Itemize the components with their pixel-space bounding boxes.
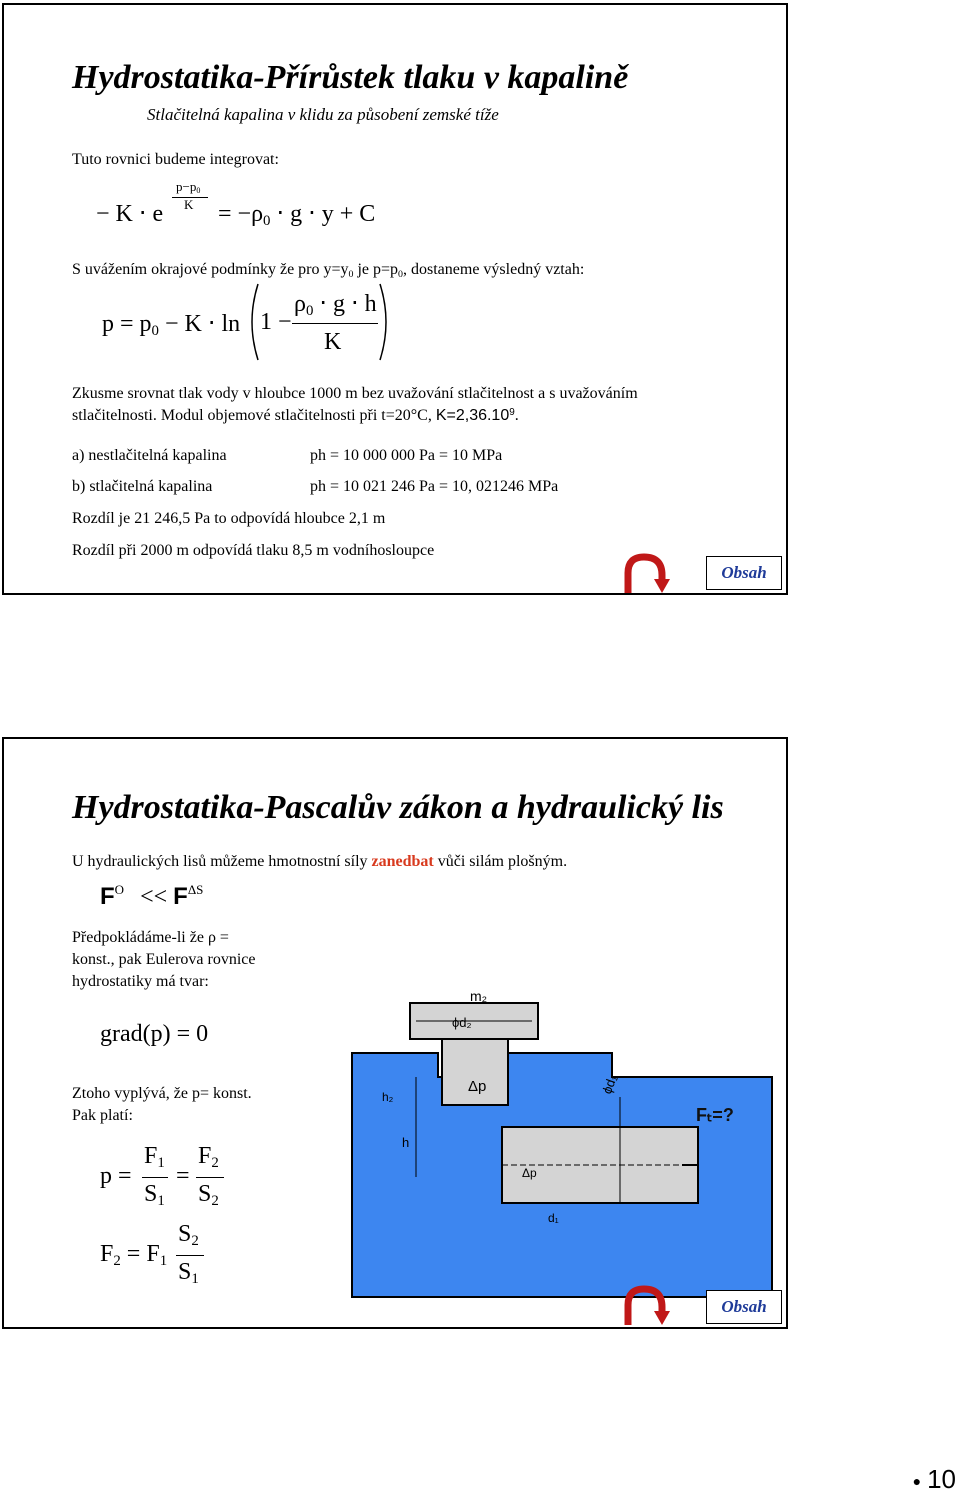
eq4-numerator: S2 (178, 1221, 199, 1250)
eq1-right: = −ρ0 ⋅ g ⋅ y + C (218, 201, 376, 230)
integrate-text: Tuto rovnici budeme integrovat: (72, 151, 279, 168)
eq1-left: − K ⋅ e (96, 201, 164, 227)
eq2-left: p = p0 − K ⋅ ln (102, 311, 241, 340)
cycle-arrow-icon[interactable] (622, 553, 668, 595)
slide-2 (2, 737, 788, 1329)
eq3-p: p = (100, 1163, 132, 1189)
compare-text-2: stlačitelnosti. Modul objemové stlačitelnosti při t=20°C, $K=2,36.10^9$. (72, 406, 519, 424)
hydraulic-press-diagram (352, 988, 772, 1297)
diameter-d1-label: ϕd₁ (599, 1072, 620, 1096)
page-number: ● 10 (912, 1464, 956, 1494)
case-a-label: a) nestlačitelná kapalina (72, 447, 227, 464)
eq2-denominator: K (324, 329, 342, 355)
eq4-left: F2 = F1 (100, 1241, 168, 1270)
compare-text-1: Zkusme srovnat tlak vody v hloubce 1000 m bez uvažování stlačitelnost a s uvažováním (72, 385, 638, 402)
eq3-bar-2 (196, 1177, 224, 1178)
case-b-value: ph = 10 021 246 Pa = 10, 021246 MPa (310, 478, 559, 495)
d1-label: d₁ (548, 1211, 559, 1225)
case-b-label: b) stlačitelná kapalina (72, 478, 213, 495)
eq2-numerator: ρ0 ⋅ g ⋅ h (294, 291, 377, 320)
diameter-d2-label: ϕd₂ (452, 1015, 472, 1030)
delta-p-small-label: Δp (522, 1166, 537, 1180)
assumption-text-2: konst., pak Eulerova rovnice (72, 951, 256, 968)
obsah-button[interactable]: Obsah (706, 556, 782, 590)
slide-title: Hydrostatika-Pascalův zákon a hydraulický lis (72, 789, 724, 826)
eq3-equals: = (176, 1163, 190, 1189)
boundary-text: S uvážením okrajové podmínky že pro y=y0 je p=p0, dostaneme výsledný vztah: (72, 261, 585, 280)
eq2-one: 1 − (260, 309, 292, 335)
eq3-s1: S1 (144, 1181, 165, 1210)
conclusion-text-1: Ztoho vyplývá, že p= konst. (72, 1085, 252, 1102)
delta-p-label: Δp (468, 1078, 487, 1095)
slide-title: Hydrostatika-Přírůstek tlaku v kapalině (72, 59, 629, 96)
case-a-value: ph = 10 000 000 Pa = 10 MPa (310, 447, 503, 464)
cycle-arrow-icon[interactable] (622, 1285, 668, 1327)
gradient-equation: grad(p) = 0 (100, 1021, 209, 1047)
obsah-button[interactable]: Obsah (706, 1290, 782, 1324)
force-inequality: $F^O << F^{\Delta S}$ (100, 882, 204, 910)
eq1-exponent-numerator: p−p0 (176, 179, 201, 196)
slide-1 (2, 3, 788, 595)
eq1-exponent-denominator: K (184, 197, 194, 212)
mass-label: m₂ (470, 988, 488, 1004)
bullet-icon: ● (912, 1473, 922, 1490)
force-ft-label: Fₜ=? (696, 1105, 734, 1125)
eq3-bar-1 (142, 1177, 168, 1178)
eq3-f1: F1 (144, 1143, 165, 1172)
eq4-bar (176, 1255, 204, 1256)
eq4-denominator: S1 (178, 1259, 199, 1288)
height-h2-label: h₂ (382, 1090, 394, 1104)
eq3-f2: F2 (198, 1143, 219, 1172)
eq2-fraction-bar (292, 323, 378, 324)
slide-subtitle: Stlačitelná kapalina v klidu za působení zemské tíže (147, 105, 499, 124)
eq3-s2: S2 (198, 1181, 219, 1210)
highlight-neglect: zanedbat (371, 853, 434, 870)
assumption-text-1: Předpokládáme-li že ρ = (72, 929, 229, 946)
assumption-text-3: hydrostatiky má tvar: (72, 973, 209, 990)
difference-text-2: Rozdíl při 2000 m odpovídá tlaku 8,5 m vodníhosloupce (72, 542, 435, 559)
height-h-label: h (402, 1135, 410, 1150)
difference-text-1: Rozdíl je 21 246,5 Pa to odpovídá hloubce 2,1 m (72, 510, 386, 527)
intro-text: U hydraulických lisů můžeme hmotnostní síly zanedbat vůči silám plošným. (72, 853, 568, 870)
conclusion-text-2: Pak platí: (72, 1107, 133, 1124)
